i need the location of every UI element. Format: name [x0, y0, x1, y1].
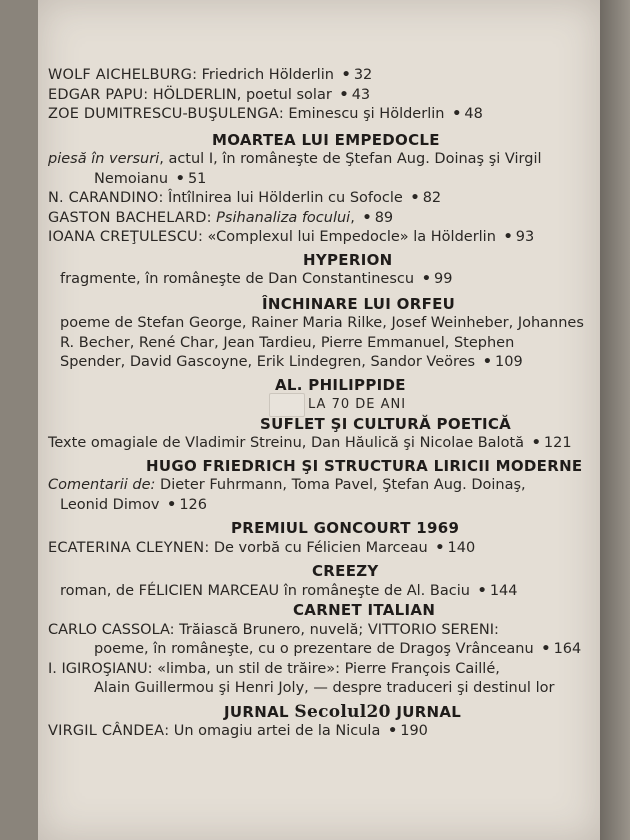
section-heading: SUFLET ŞI CULTURĂ POETICĂ — [260, 414, 512, 433]
entry-title: HÖLDERLIN, poetul solar — [152, 86, 332, 103]
toc-entry-continued — [48, 496, 596, 516]
bullet: • — [482, 354, 493, 370]
toc-entry: ZOE DUMITRESCU-BUŞULENGA: Eminescu şi Hölderlin • 48 — [48, 106, 483, 122]
toc-entry — [48, 582, 596, 602]
entry-genre: piesă în versuri — [48, 151, 160, 167]
entry-title: Friedrich Hölderlin — [201, 67, 334, 83]
bullet: • — [410, 190, 420, 206]
toc-entry: EDGAR PAPU: HÖLDERLIN, poetul solar • 43 — [48, 86, 371, 103]
section-heading: CREEZY — [312, 562, 379, 580]
page-number: 144 — [489, 582, 518, 599]
toc-entry: WOLF AICHELBURG: Friedrich Hölderlin • 32 — [48, 67, 373, 83]
toc-entry-continued: R. Becher, René Char, Jean Tardieu, Pierre Emmanuel, Stephen — [60, 334, 515, 351]
heading-word: JURNAL — [396, 702, 462, 721]
entry-text: Spender, David Gascoyne, Erik Lindegren, Sandor Veöres — [60, 354, 476, 370]
page-number: 164 — [553, 641, 582, 657]
bullet: • — [362, 209, 372, 226]
entry-author: N. CARANDINO — [48, 190, 159, 206]
toc-entry: IOANA CREŢULESCU: «Complexul lui Empedocle» la Hölderlin • 93 — [48, 229, 535, 245]
page-number: 48 — [464, 106, 483, 122]
bullet: • — [339, 86, 349, 103]
magazine-logo-text: Secolul20 — [294, 701, 391, 722]
entry-author: ECATERINA CLEYNEN — [48, 539, 205, 556]
entry-title: Eminescu şi Hölderlin — [288, 106, 445, 122]
page-number: 32 — [353, 67, 373, 83]
entry-author: GASTON BACHELARD — [48, 209, 207, 226]
page-number: 89 — [374, 209, 394, 226]
bullet: • — [175, 170, 185, 187]
bullet: • — [167, 496, 177, 513]
toc-entry-continued — [48, 640, 596, 660]
bullet: • — [435, 539, 445, 556]
toc-entry-continued — [48, 353, 596, 373]
toc-entry: N. CARANDINO: Întîlnirea lui Hölderlin cu Sofocle • 82 — [48, 190, 442, 206]
entry-title: Întîlnirea lui Hölderlin cu Sofocle — [167, 190, 403, 206]
toc-entry: CARLO CASSOLA: Trăiască Brunero, nuvelă; VITTORIO SERENI: — [48, 621, 499, 638]
page-number: 190 — [400, 723, 428, 739]
page-number: 99 — [433, 271, 453, 287]
entry-text: roman, de FÉLICIEN MARCEAU în româneşte de Al. Baciu — [60, 582, 470, 599]
page-number: 126 — [179, 496, 207, 513]
toc-entry-continued — [48, 170, 596, 190]
bullet: • — [503, 229, 513, 245]
entry-author: EDGAR PAPU — [48, 86, 144, 103]
bullet: • — [452, 106, 462, 122]
entry-title: «Complexul lui Empedocle» la Hölderlin — [207, 229, 496, 245]
bullet: • — [541, 641, 551, 657]
heading-word: JURNAL — [224, 702, 289, 721]
section-heading: PREMIUL GONCOURT 1969 — [231, 519, 460, 537]
page-number: 43 — [351, 86, 371, 103]
entry-title: Psihanaliza focului — [216, 209, 351, 226]
toc-entry — [48, 150, 596, 170]
entry-text: fragmente, în româneşte de Dan Constantinescu — [60, 271, 415, 287]
toc-entry: VIRGIL CÂNDEA: Un omagiu artei de la Nicula • 190 — [48, 723, 428, 739]
page-number: 109 — [495, 354, 523, 370]
table-of-contents — [48, 66, 596, 742]
page-number: 51 — [187, 170, 207, 187]
entry-author: IOANA CREŢULESCU — [48, 229, 198, 245]
toc-entry: I. IGIROŞIANU: «limba, un stil de trăire»: Pierre François Caillé, — [48, 660, 500, 677]
entry-text: Leonid Dimov — [60, 496, 160, 513]
section-heading: HYPERION — [303, 250, 393, 269]
page-number: 82 — [422, 190, 442, 206]
page-number: 140 — [447, 539, 476, 556]
toc-entry-continued: Alain Guillermou şi Henri Joly, — despre traduceri şi destinul lor — [94, 680, 555, 696]
entry-text: , actul I, în româneşte de Ştefan Aug. Doinaş şi Virgil — [159, 151, 542, 167]
entry-title: Un omagiu artei de la Nicula — [173, 723, 381, 739]
entry-text: Nemoianu — [94, 170, 169, 187]
bullet: • — [531, 435, 541, 451]
page-number: 121 — [543, 435, 572, 451]
entry-text: Dieter Fuhrmann, Toma Pavel, Ştefan Aug. Doinaş, — [155, 477, 526, 493]
toc-entry — [48, 434, 596, 454]
entry-author: WOLF AICHELBURG — [48, 67, 193, 83]
entry-text: poeme, în româneşte, cu o prezentare de Dragoş Vrânceanu — [94, 641, 534, 657]
bullet: • — [477, 582, 487, 599]
page-edge-shadow — [600, 0, 630, 840]
section-heading: CARNET ITALIAN — [293, 601, 436, 619]
toc-entry: GASTON BACHELARD: Psihanaliza focului, • 89 — [48, 209, 394, 226]
entry-author: VIRGIL CÂNDEA — [48, 723, 165, 739]
toc-entry: ECATERINA CLEYNEN: De vorbă cu Félicien Marceau • 140 — [48, 539, 476, 556]
toc-entry: poeme de Stefan George, Rainer Maria Rilke, Josef Weinheber, Johannes — [60, 315, 584, 331]
toc-entry — [48, 476, 596, 496]
bullet: • — [341, 67, 351, 83]
section-subheading: LA 70 DE ANI — [308, 397, 407, 412]
entry-label: Comentarii de: — [48, 477, 156, 493]
bullet: • — [387, 723, 398, 739]
section-heading: MOARTEA LUI EMPEDOCLE — [212, 130, 440, 149]
bullet: • — [421, 271, 431, 287]
toc-entry — [48, 270, 596, 290]
section-heading — [48, 703, 596, 723]
page-number: 93 — [515, 229, 535, 245]
entry-title: De vorbă cu Félicien Marceau — [213, 539, 428, 556]
entry-text: Texte omagiale de Vladimir Streinu, Dan Hăulică şi Nicolae Balotă — [48, 435, 525, 451]
entry-author: ZOE DUMITRESCU-BUŞULENGA — [48, 106, 279, 122]
section-heading: ÎNCHINARE LUI ORFEU — [262, 294, 456, 313]
section-heading: AL. PHILIPPIDE — [275, 375, 406, 394]
section-heading: HUGO FRIEDRICH ŞI STRUCTURA LIRICII MODERNE — [146, 456, 583, 475]
